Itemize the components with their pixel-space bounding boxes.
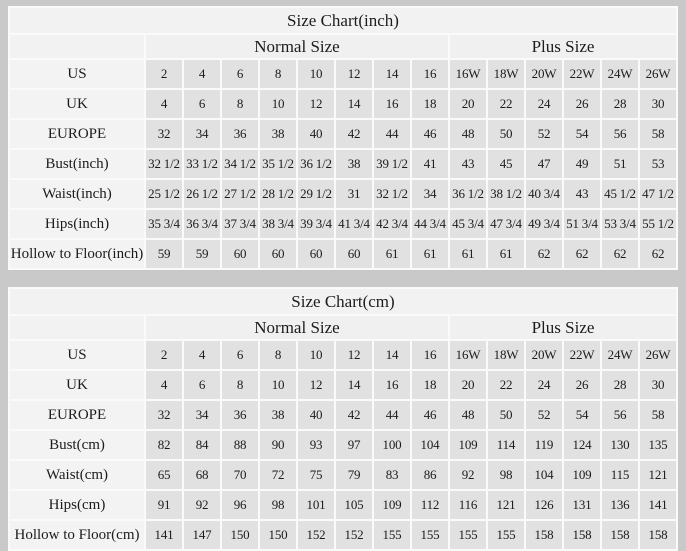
column-group-header: Plus Size — [449, 315, 677, 340]
size-value-cell: 24 — [525, 89, 563, 119]
size-value-cell: 91 — [145, 490, 183, 520]
size-value-cell: 141 — [145, 520, 183, 550]
size-value-cell: 141 — [639, 490, 677, 520]
size-value-cell: 158 — [639, 520, 677, 550]
size-value-cell: 61 — [487, 239, 525, 269]
size-value-cell: 88 — [221, 430, 259, 460]
size-value-cell: 2 — [145, 340, 183, 370]
size-value-cell: 92 — [449, 460, 487, 490]
size-value-cell: 42 — [335, 400, 373, 430]
size-value-cell: 115 — [601, 460, 639, 490]
size-value-cell: 61 — [373, 239, 411, 269]
size-value-cell: 16 — [411, 59, 449, 89]
table-row — [9, 239, 677, 269]
column-group-header: Normal Size — [145, 34, 449, 59]
size-value-cell: 12 — [335, 59, 373, 89]
size-value-cell: 20W — [525, 340, 563, 370]
size-value-cell: 47 — [525, 149, 563, 179]
size-value-cell: 158 — [601, 520, 639, 550]
size-value-cell: 53 3/4 — [601, 209, 639, 239]
table-row — [9, 490, 677, 520]
size-value-cell: 92 — [183, 490, 221, 520]
size-value-cell: 38 — [335, 149, 373, 179]
table-row — [9, 370, 677, 400]
size-value-cell: 47 1/2 — [639, 179, 677, 209]
size-value-cell: 8 — [221, 370, 259, 400]
size-value-cell: 55 1/2 — [639, 209, 677, 239]
size-value-cell: 60 — [221, 239, 259, 269]
size-value-cell: 152 — [297, 520, 335, 550]
size-value-cell: 34 — [183, 400, 221, 430]
size-value-cell: 16 — [373, 370, 411, 400]
size-value-cell: 62 — [639, 239, 677, 269]
size-value-cell: 35 3/4 — [145, 209, 183, 239]
size-value-cell: 114 — [487, 430, 525, 460]
group-spacer-cell — [9, 34, 145, 59]
size-value-cell: 58 — [639, 119, 677, 149]
size-value-cell: 56 — [601, 400, 639, 430]
size-value-cell: 40 — [297, 119, 335, 149]
size-value-cell: 135 — [639, 430, 677, 460]
size-value-cell: 51 3/4 — [563, 209, 601, 239]
size-value-cell: 24 — [525, 370, 563, 400]
size-value-cell: 48 — [449, 400, 487, 430]
size-value-cell: 36 — [221, 400, 259, 430]
size-value-cell: 104 — [525, 460, 563, 490]
size-value-cell: 109 — [373, 490, 411, 520]
size-value-cell: 158 — [563, 520, 601, 550]
size-value-cell: 59 — [183, 239, 221, 269]
size-value-cell: 8 — [259, 340, 297, 370]
size-value-cell: 39 3/4 — [297, 209, 335, 239]
row-label: US — [9, 340, 145, 370]
size-value-cell: 34 — [183, 119, 221, 149]
size-value-cell: 40 — [297, 400, 335, 430]
size-value-cell: 116 — [449, 490, 487, 520]
row-label: EUROPE — [9, 119, 145, 149]
row-label: Bust(inch) — [9, 149, 145, 179]
row-label: Hollow to Floor(inch) — [9, 239, 145, 269]
size-value-cell: 52 — [525, 400, 563, 430]
size-value-cell: 36 — [221, 119, 259, 149]
size-value-cell: 24W — [601, 340, 639, 370]
size-value-cell: 70 — [221, 460, 259, 490]
column-group-header: Normal Size — [145, 315, 449, 340]
size-value-cell: 38 — [259, 119, 297, 149]
size-value-cell: 58 — [639, 400, 677, 430]
size-value-cell: 44 3/4 — [411, 209, 449, 239]
size-value-cell: 4 — [145, 89, 183, 119]
column-group-header: Plus Size — [449, 34, 677, 59]
size-value-cell: 121 — [487, 490, 525, 520]
size-value-cell: 36 1/2 — [449, 179, 487, 209]
row-label: EUROPE — [9, 400, 145, 430]
size-value-cell: 29 1/2 — [297, 179, 335, 209]
size-value-cell: 2 — [145, 59, 183, 89]
table-row — [9, 179, 677, 209]
size-value-cell: 158 — [525, 520, 563, 550]
size-value-cell: 28 — [601, 89, 639, 119]
size-value-cell: 44 — [373, 400, 411, 430]
size-value-cell: 16 — [373, 89, 411, 119]
size-value-cell: 14 — [373, 59, 411, 89]
size-value-cell: 48 — [449, 119, 487, 149]
size-value-cell: 22 — [487, 89, 525, 119]
size-value-cell: 45 1/2 — [601, 179, 639, 209]
row-label: Bust(cm) — [9, 430, 145, 460]
size-value-cell: 6 — [221, 340, 259, 370]
size-value-cell: 26W — [639, 59, 677, 89]
size-chart-cm-table — [8, 287, 678, 551]
size-value-cell: 60 — [259, 239, 297, 269]
size-value-cell: 119 — [525, 430, 563, 460]
size-value-cell: 30 — [639, 89, 677, 119]
size-value-cell: 16W — [449, 59, 487, 89]
size-value-cell: 32 1/2 — [373, 179, 411, 209]
size-value-cell: 6 — [221, 59, 259, 89]
size-value-cell: 104 — [411, 430, 449, 460]
size-value-cell: 14 — [335, 370, 373, 400]
size-value-cell: 54 — [563, 400, 601, 430]
size-value-cell: 20 — [449, 89, 487, 119]
size-value-cell: 33 1/2 — [183, 149, 221, 179]
size-value-cell: 43 — [563, 179, 601, 209]
size-value-cell: 53 — [639, 149, 677, 179]
size-value-cell: 136 — [601, 490, 639, 520]
size-value-cell: 36 1/2 — [297, 149, 335, 179]
size-value-cell: 6 — [183, 370, 221, 400]
size-value-cell: 24W — [601, 59, 639, 89]
size-value-cell: 46 — [411, 119, 449, 149]
size-value-cell: 155 — [373, 520, 411, 550]
size-value-cell: 37 3/4 — [221, 209, 259, 239]
size-value-cell: 68 — [183, 460, 221, 490]
table-row — [9, 89, 677, 119]
table-title: Size Chart(cm) — [9, 288, 677, 315]
size-value-cell: 51 — [601, 149, 639, 179]
size-value-cell: 28 1/2 — [259, 179, 297, 209]
size-value-cell: 16W — [449, 340, 487, 370]
size-value-cell: 40 3/4 — [525, 179, 563, 209]
size-value-cell: 26W — [639, 340, 677, 370]
table-row — [9, 59, 677, 89]
size-value-cell: 75 — [297, 460, 335, 490]
table-title: Size Chart(inch) — [9, 7, 677, 34]
size-value-cell: 10 — [259, 89, 297, 119]
size-value-cell: 25 1/2 — [145, 179, 183, 209]
size-value-cell: 10 — [297, 59, 335, 89]
size-value-cell: 10 — [259, 370, 297, 400]
size-value-cell: 22W — [563, 340, 601, 370]
size-value-cell: 62 — [525, 239, 563, 269]
size-value-cell: 98 — [259, 490, 297, 520]
row-label: Hips(inch) — [9, 209, 145, 239]
size-chart-inch-table — [8, 6, 678, 270]
size-value-cell: 18W — [487, 340, 525, 370]
size-value-cell: 98 — [487, 460, 525, 490]
size-value-cell: 112 — [411, 490, 449, 520]
size-value-cell: 20 — [449, 370, 487, 400]
size-value-cell: 18 — [411, 89, 449, 119]
size-value-cell: 61 — [411, 239, 449, 269]
size-value-cell: 90 — [259, 430, 297, 460]
size-value-cell: 12 — [297, 89, 335, 119]
size-value-cell: 150 — [259, 520, 297, 550]
size-value-cell: 45 3/4 — [449, 209, 487, 239]
size-value-cell: 155 — [411, 520, 449, 550]
size-value-cell: 34 — [411, 179, 449, 209]
row-label: Waist(inch) — [9, 179, 145, 209]
row-label: Hips(cm) — [9, 490, 145, 520]
size-value-cell: 60 — [335, 239, 373, 269]
table-row — [9, 149, 677, 179]
size-value-cell: 84 — [183, 430, 221, 460]
size-value-cell: 54 — [563, 119, 601, 149]
size-value-cell: 6 — [183, 89, 221, 119]
size-value-cell: 34 1/2 — [221, 149, 259, 179]
size-value-cell: 52 — [525, 119, 563, 149]
size-value-cell: 12 — [297, 370, 335, 400]
size-value-cell: 32 — [145, 119, 183, 149]
size-value-cell: 10 — [297, 340, 335, 370]
table-row — [9, 340, 677, 370]
size-value-cell: 109 — [449, 430, 487, 460]
size-value-cell: 22 — [487, 370, 525, 400]
size-value-cell: 147 — [183, 520, 221, 550]
size-value-cell: 14 — [335, 89, 373, 119]
size-value-cell: 18 — [411, 370, 449, 400]
size-value-cell: 38 — [259, 400, 297, 430]
size-value-cell: 56 — [601, 119, 639, 149]
size-value-cell: 50 — [487, 119, 525, 149]
row-label: US — [9, 59, 145, 89]
size-value-cell: 35 1/2 — [259, 149, 297, 179]
size-value-cell: 27 1/2 — [221, 179, 259, 209]
size-value-cell: 41 3/4 — [335, 209, 373, 239]
size-value-cell: 26 1/2 — [183, 179, 221, 209]
size-value-cell: 16 — [411, 340, 449, 370]
size-value-cell: 20W — [525, 59, 563, 89]
size-value-cell: 43 — [449, 149, 487, 179]
size-value-cell: 61 — [449, 239, 487, 269]
size-value-cell: 42 3/4 — [373, 209, 411, 239]
table-row — [9, 119, 677, 149]
size-value-cell: 26 — [563, 370, 601, 400]
size-value-cell: 8 — [259, 59, 297, 89]
size-value-cell: 105 — [335, 490, 373, 520]
size-value-cell: 32 1/2 — [145, 149, 183, 179]
size-value-cell: 4 — [183, 59, 221, 89]
size-value-cell: 38 1/2 — [487, 179, 525, 209]
row-label: UK — [9, 89, 145, 119]
size-value-cell: 96 — [221, 490, 259, 520]
group-spacer-cell — [9, 315, 145, 340]
size-value-cell: 44 — [373, 119, 411, 149]
size-value-cell: 36 3/4 — [183, 209, 221, 239]
size-value-cell: 79 — [335, 460, 373, 490]
size-value-cell: 39 1/2 — [373, 149, 411, 179]
size-value-cell: 32 — [145, 400, 183, 430]
size-value-cell: 97 — [335, 430, 373, 460]
size-value-cell: 109 — [563, 460, 601, 490]
size-value-cell: 4 — [183, 340, 221, 370]
size-value-cell: 60 — [297, 239, 335, 269]
size-value-cell: 124 — [563, 430, 601, 460]
row-label: UK — [9, 370, 145, 400]
size-value-cell: 131 — [563, 490, 601, 520]
size-value-cell: 62 — [563, 239, 601, 269]
size-value-cell: 155 — [487, 520, 525, 550]
size-value-cell: 49 3/4 — [525, 209, 563, 239]
size-value-cell: 18W — [487, 59, 525, 89]
table-row — [9, 430, 677, 460]
size-value-cell: 152 — [335, 520, 373, 550]
size-value-cell: 28 — [601, 370, 639, 400]
table-row — [9, 400, 677, 430]
size-value-cell: 100 — [373, 430, 411, 460]
size-value-cell: 126 — [525, 490, 563, 520]
size-value-cell: 101 — [297, 490, 335, 520]
table-row — [9, 460, 677, 490]
size-value-cell: 82 — [145, 430, 183, 460]
size-value-cell: 47 3/4 — [487, 209, 525, 239]
size-value-cell: 30 — [639, 370, 677, 400]
size-value-cell: 86 — [411, 460, 449, 490]
size-value-cell: 42 — [335, 119, 373, 149]
size-value-cell: 49 — [563, 149, 601, 179]
table-row — [9, 209, 677, 239]
row-label: Hollow to Floor(cm) — [9, 520, 145, 550]
size-value-cell: 155 — [449, 520, 487, 550]
size-value-cell: 83 — [373, 460, 411, 490]
size-value-cell: 121 — [639, 460, 677, 490]
row-label: Waist(cm) — [9, 460, 145, 490]
size-value-cell: 46 — [411, 400, 449, 430]
size-value-cell: 150 — [221, 520, 259, 550]
size-value-cell: 4 — [145, 370, 183, 400]
size-value-cell: 8 — [221, 89, 259, 119]
size-value-cell: 65 — [145, 460, 183, 490]
size-value-cell: 38 3/4 — [259, 209, 297, 239]
size-value-cell: 50 — [487, 400, 525, 430]
size-value-cell: 93 — [297, 430, 335, 460]
size-value-cell: 59 — [145, 239, 183, 269]
size-value-cell: 12 — [335, 340, 373, 370]
size-value-cell: 14 — [373, 340, 411, 370]
table-row — [9, 520, 677, 550]
size-value-cell: 130 — [601, 430, 639, 460]
size-value-cell: 62 — [601, 239, 639, 269]
size-value-cell: 31 — [335, 179, 373, 209]
size-value-cell: 45 — [487, 149, 525, 179]
size-value-cell: 26 — [563, 89, 601, 119]
size-value-cell: 72 — [259, 460, 297, 490]
size-value-cell: 41 — [411, 149, 449, 179]
size-value-cell: 22W — [563, 59, 601, 89]
